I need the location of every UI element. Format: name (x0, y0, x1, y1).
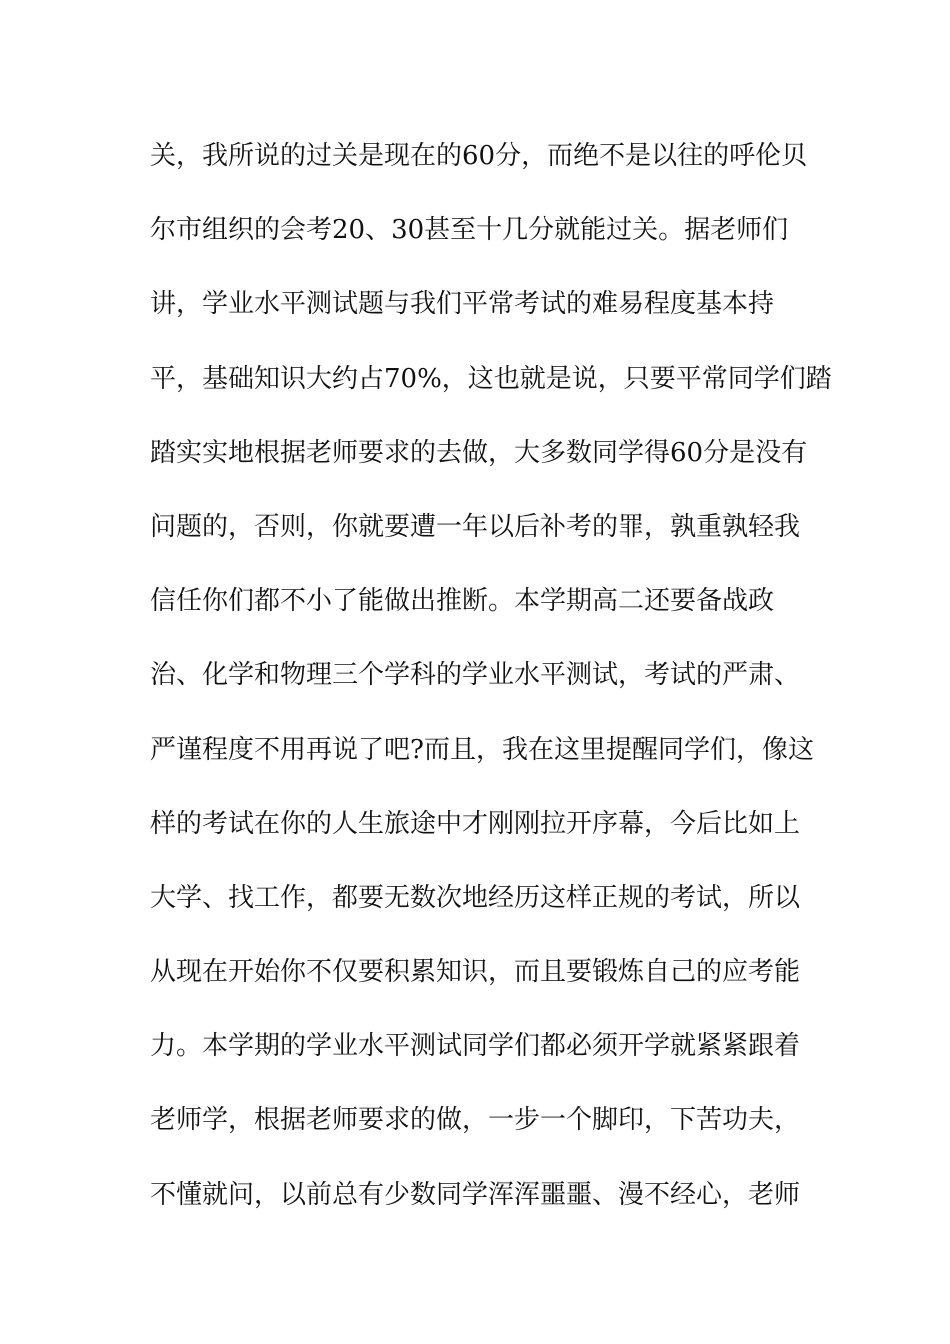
text-line-15: 不懂就问，以前总有少数同学浑浑噩噩、漫不经心，老师 (150, 1179, 801, 1210)
body-text (150, 128, 832, 1241)
text-line-8: 治、化学和物理三个学科的学业水平测试，考试的严肃、 (150, 660, 801, 691)
text-line-9: 严谨程度不用再说了吧?而且，我在这里提醒同学们，像这 (150, 734, 814, 765)
text-line-4: 平，基础知识大约占70%，这也就是说，只要平常同学们踏 (150, 363, 832, 394)
text-line-2: 尔市组织的会考20、30甚至十几分就能过关。据老师们 (150, 215, 789, 246)
text-line-6: 问题的，否则，你就要遭一年以后补考的罪，孰重孰轻我 (150, 511, 801, 542)
text-line-12: 从现在开始你不仅要积累知识，而且要锻炼自己的应考能 (150, 957, 801, 988)
text-line-3: 讲，学业水平测试题与我们平常考试的难易程度基本持 (150, 289, 775, 320)
text-line-1: 关，我所说的过关是现在的60分，而绝不是以往的呼伦贝 (150, 141, 808, 171)
text-line-7: 信任你们都不小了能做出推断。本学期高二还要备战政 (150, 586, 775, 617)
text-line-5: 踏实实地根据老师要求的去做，大多数同学得60分是没有 (150, 437, 808, 468)
text-line-11: 大学、找工作，都要无数次地经历这样正规的考试，所以 (150, 882, 801, 913)
text-line-13: 力。本学期的学业水平测试同学们都必须开学就紧紧跟着 (150, 1031, 801, 1062)
text-line-14: 老师学，根据老师要求的做，一步一个脚印，下苦功夫， (150, 1105, 801, 1136)
text-line-10: 样的考试在你的人生旅途中才刚刚拉开序幕，今后比如上 (150, 808, 801, 839)
